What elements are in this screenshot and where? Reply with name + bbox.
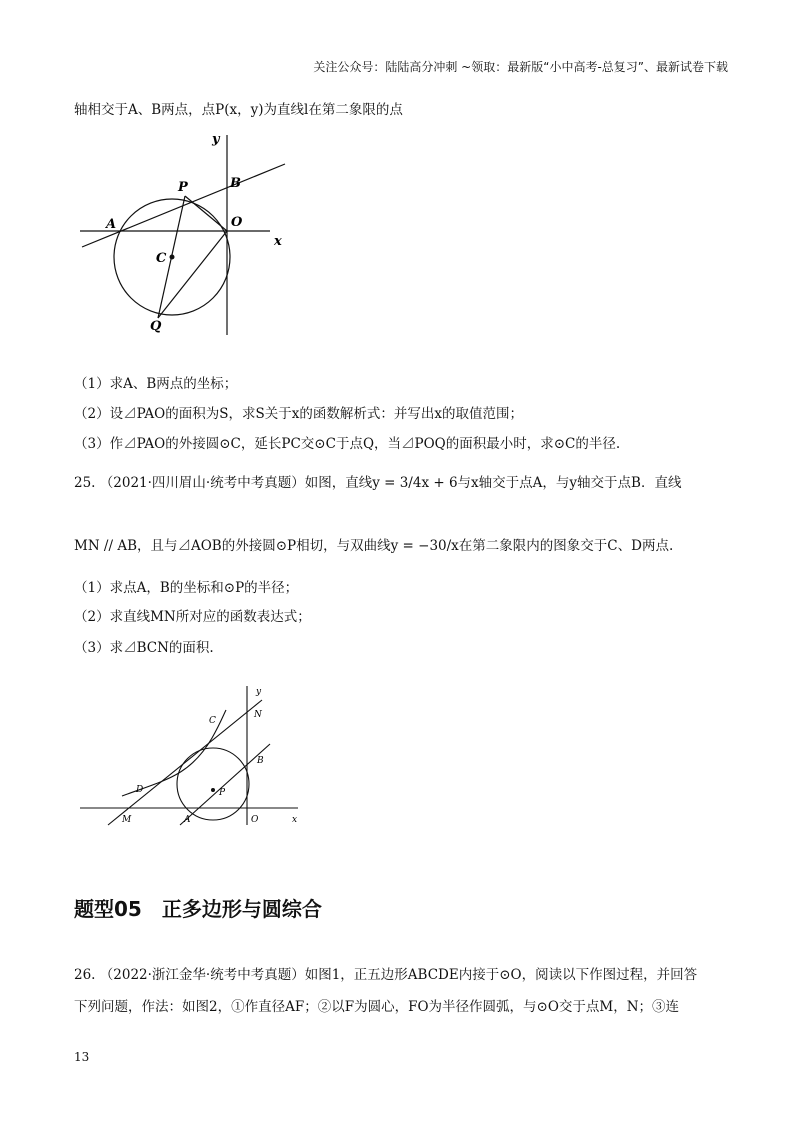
label-a: A <box>106 217 117 232</box>
figure-1 <box>70 125 300 340</box>
page-number: 13 <box>74 1050 90 1064</box>
q24-part-3: （3）作⊿PAO的外接圆⊙C，延长PC交⊙C于点Q，当⊿POQ的面积最小时，求⊙C的半径. <box>74 436 621 452</box>
label-c: C <box>209 716 216 726</box>
label-a: A <box>184 815 191 825</box>
label-o: O <box>231 215 243 230</box>
label-b: B <box>257 756 264 766</box>
segment-po <box>185 196 227 231</box>
label-y: y <box>256 687 262 697</box>
label-p: P <box>178 180 188 195</box>
label-c: C <box>156 251 167 266</box>
segment-oq <box>158 231 227 318</box>
q24-part-1: （1）求A、B两点的坐标； <box>74 376 238 392</box>
q26-line-1: 26. （2022·浙江金华·统考中考真题）如图1，正五边形ABCDE内接于⊙O，阅读以下作图过程，并回答 <box>74 967 698 983</box>
label-d: D <box>136 785 144 795</box>
q24-part-2: （2）设⊿PAO的面积为S，求S关于x的函数解析式：并写出x的取值范围； <box>74 406 523 422</box>
circle-p <box>177 748 249 820</box>
label-p: P <box>219 788 226 798</box>
q26-line-2: 下列问题，作法：如图2，①作直径AF；②以F为圆心，FO为半径作圆弧，与⊙O交于点M，N；③连 <box>74 999 680 1015</box>
label-n: N <box>254 710 262 720</box>
label-x: x <box>274 234 282 249</box>
q25-line-1: 25. （2021·四川眉山·统考中考真题）如图，直线y = 3/4x + 6与x轴交于点A，与y轴交于点B．直线 <box>74 475 682 491</box>
intro-line: 轴相交于A、B两点，点P(x，y)为直线l在第二象限的点 <box>74 102 403 118</box>
label-x: x <box>292 815 298 825</box>
q25-line-2: MN // AB，且与⊿AOB的外接圆⊙P相切，与双曲线y = −30/x在第二象限内的图象交于C、D两点. <box>74 538 674 554</box>
figure-2 <box>70 680 310 830</box>
center-point <box>170 255 175 260</box>
label-o: O <box>251 815 259 825</box>
label-q: Q <box>150 319 162 334</box>
section-title: 题型05 正多边形与圆综合 <box>74 897 322 921</box>
label-m: M <box>122 815 132 825</box>
label-y: y <box>212 132 220 147</box>
label-b: B <box>230 176 241 191</box>
center-point <box>211 788 215 792</box>
q25-part-3: （3）求⊿BCN的面积. <box>74 640 214 656</box>
page-header: 关注公众号：陆陆高分冲刺 ~领取：最新版“小中高考-总复习”、最新试卷下载 <box>313 60 728 74</box>
q25-part-2: （2）求直线MN所对应的函数表达式； <box>74 609 311 625</box>
q25-part-1: （1）求点A，B的坐标和⊙P的半径； <box>74 580 299 596</box>
